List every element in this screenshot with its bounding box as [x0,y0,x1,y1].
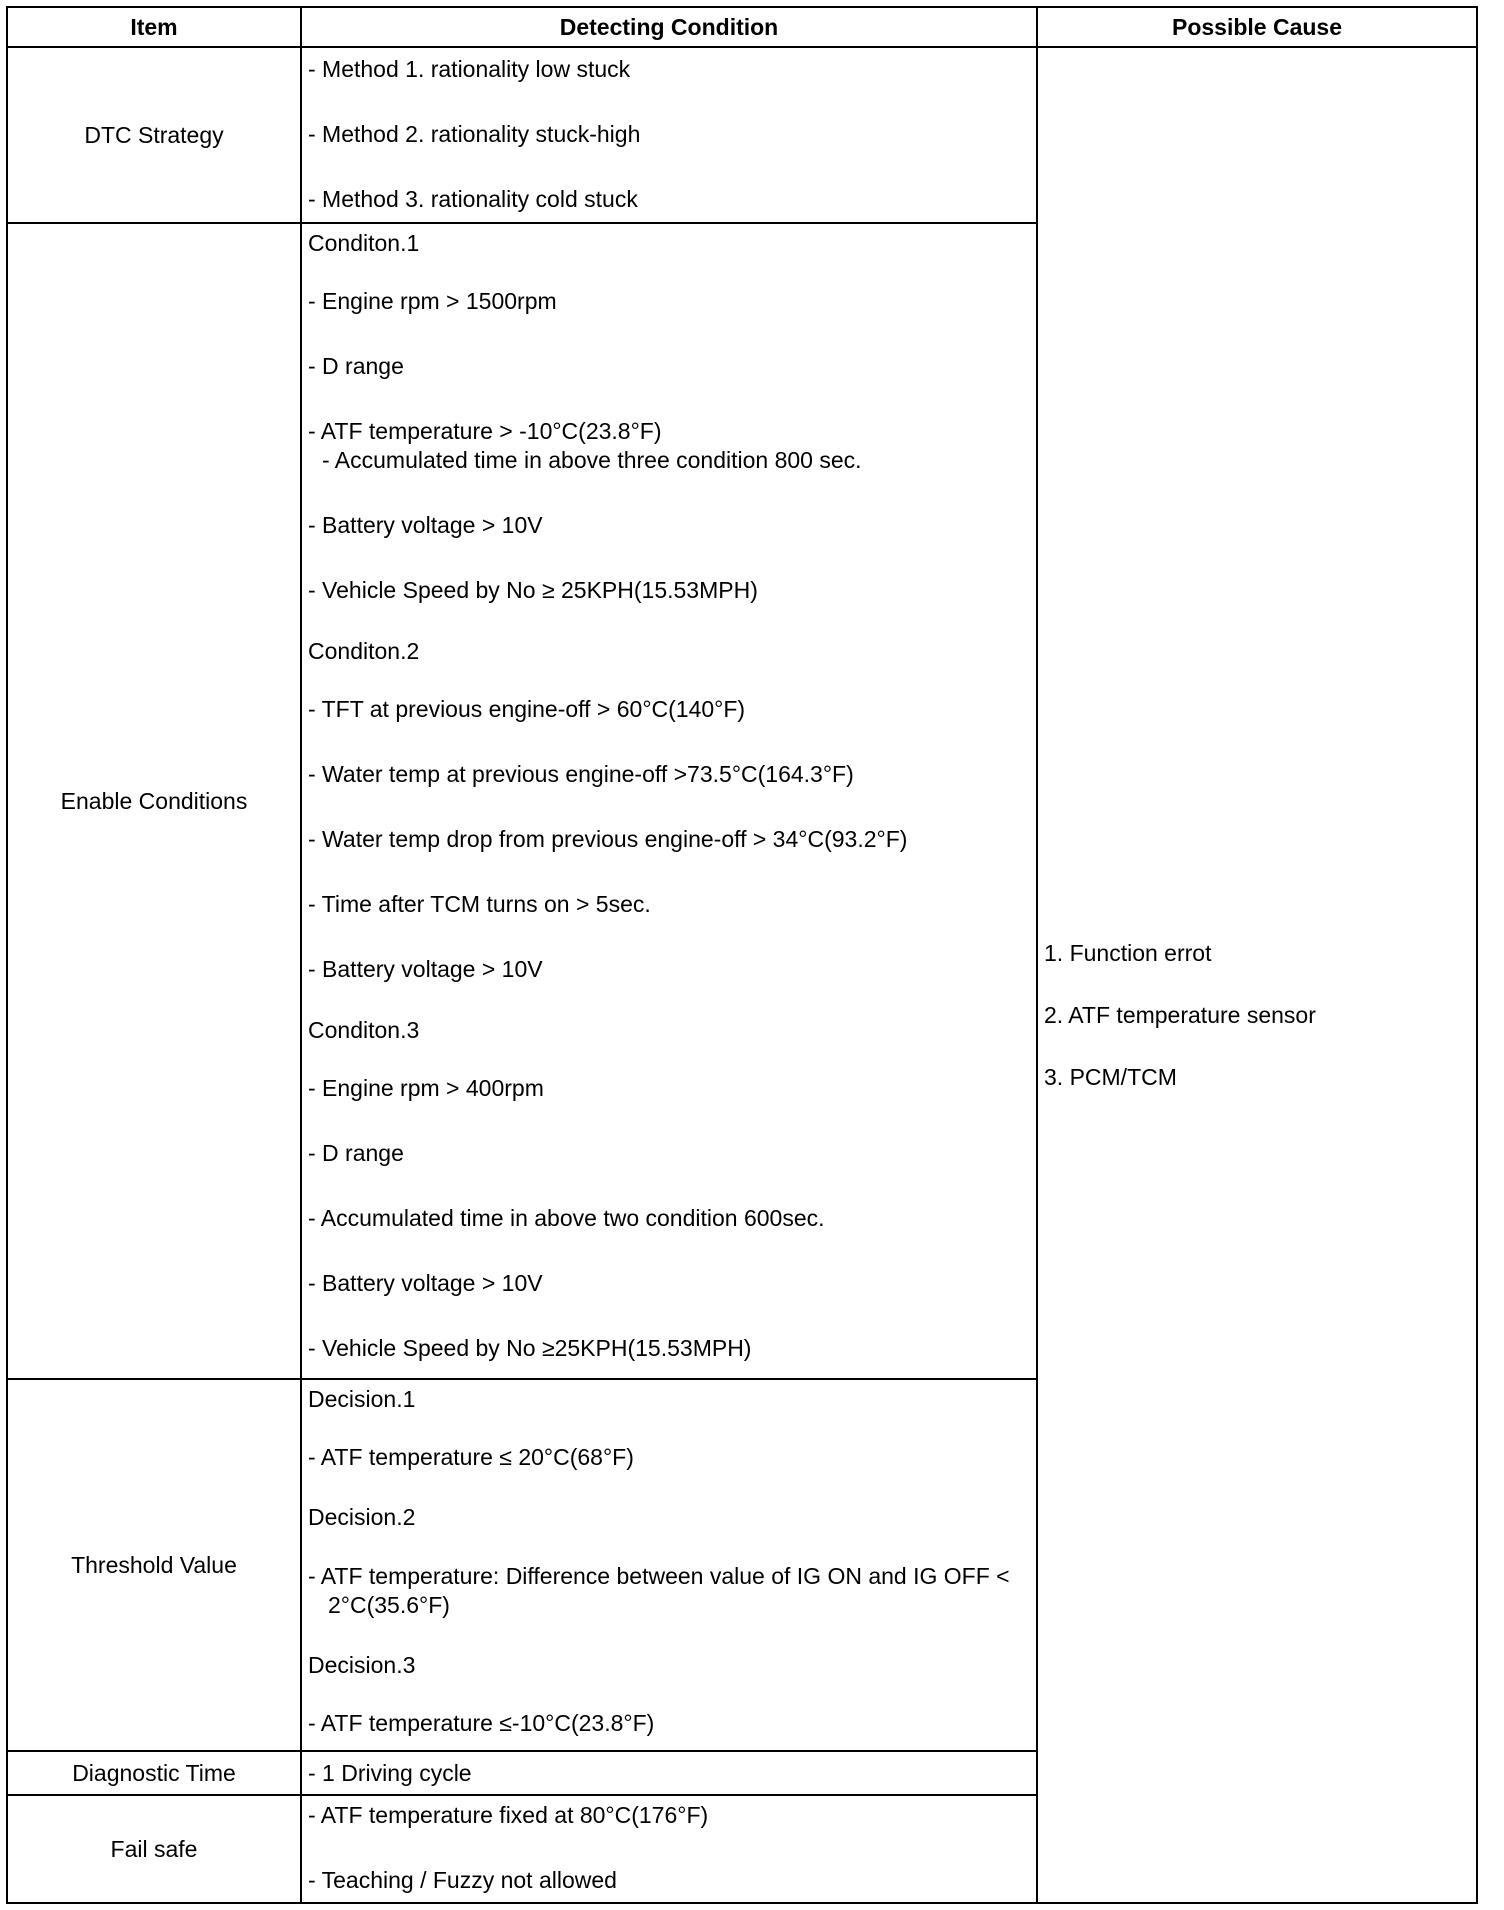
diagnostic-time-line: - 1 Driving cycle [308,1759,472,1786]
dtc-table [6,6,1478,1904]
cond-threshold-value [301,1379,1037,1751]
decision-2-title: Decision.2 [308,1504,416,1530]
header-possible-cause: Possible Cause [1037,7,1477,47]
cond3-line: - D range [308,1140,404,1166]
condition-3-title: Conditon.3 [308,1017,420,1043]
decision-1-line: - ATF temperature ≤ 20°C(68°F) [308,1444,634,1470]
cond1-line: - Engine rpm > 1500rpm [308,288,557,314]
decision-3-line: - ATF temperature ≤-10°C(23.8°F) [308,1710,655,1736]
cause-3: 3. PCM/TCM [1044,1063,1177,1090]
item-fail-safe: Fail safe [7,1795,301,1903]
cond3-line: - Vehicle Speed by No ≥25KPH(15.53MPH) [308,1335,752,1361]
cond-dtc-strategy [301,47,1037,223]
header-detecting-condition: Detecting Condition [301,7,1037,47]
cond3-line: - Battery voltage > 10V [308,1270,543,1296]
header-item: Item [7,7,301,47]
cause-1: 1. Function errot [1044,939,1212,966]
item-diagnostic-time: Diagnostic Time [7,1751,301,1795]
condition-2-title: Conditon.2 [308,638,420,664]
cond1-line: - D range [308,353,404,379]
cond2-line: - TFT at previous engine-off > 60°C(140°F) [308,696,746,722]
cond-enable-conditions [301,223,1037,1379]
cond1-line: - ATF temperature > -10°C(23.8°F) [308,418,662,444]
method-1: - Method 1. rationality low stuck [308,56,631,82]
cond1-subline: - Accumulated time in above three condition 800 sec. [322,447,862,473]
decision-1-title: Decision.1 [308,1386,416,1412]
cond-diagnostic-time [301,1751,1037,1795]
cond1-line: - Vehicle Speed by No ≥ 25KPH(15.53MPH) [308,577,758,603]
item-dtc-strategy: DTC Strategy [7,47,301,223]
cause-2: 2. ATF temperature sensor [1044,1001,1316,1028]
method-2: - Method 2. rationality stuck-high [308,121,641,147]
cond2-line: - Water temp drop from previous engine-off > 34°C(93.2°F) [308,826,908,852]
method-3: - Method 3. rationality cold stuck [308,186,638,212]
item-enable-conditions: Enable Conditions [7,223,301,1379]
row-dtc-strategy [7,47,1477,223]
cond2-line: - Battery voltage > 10V [308,956,543,982]
cond1-line: - Battery voltage > 10V [308,512,543,538]
cond2-line: - Water temp at previous engine-off >73.5°C(164.3°F) [308,761,854,787]
condition-1-title: Conditon.1 [308,230,420,256]
fail-safe-line: - Teaching / Fuzzy not allowed [308,1867,617,1893]
header-row [7,7,1477,47]
fail-safe-line: - ATF temperature fixed at 80°C(176°F) [308,1802,709,1828]
cond3-line: - Engine rpm > 400rpm [308,1075,544,1101]
cond3-line: - Accumulated time in above two condition 600sec. [308,1205,825,1231]
cond-fail-safe [301,1795,1037,1903]
item-threshold-value: Threshold Value [7,1379,301,1751]
decision-2-line: - ATF temperature: Difference between value of IG ON and IG OFF < 2°C(35.6°F) [308,1563,1010,1618]
possible-causes-cell [1037,47,1477,1903]
cond2-line: - Time after TCM turns on > 5sec. [308,891,651,917]
decision-3-title: Decision.3 [308,1652,416,1678]
